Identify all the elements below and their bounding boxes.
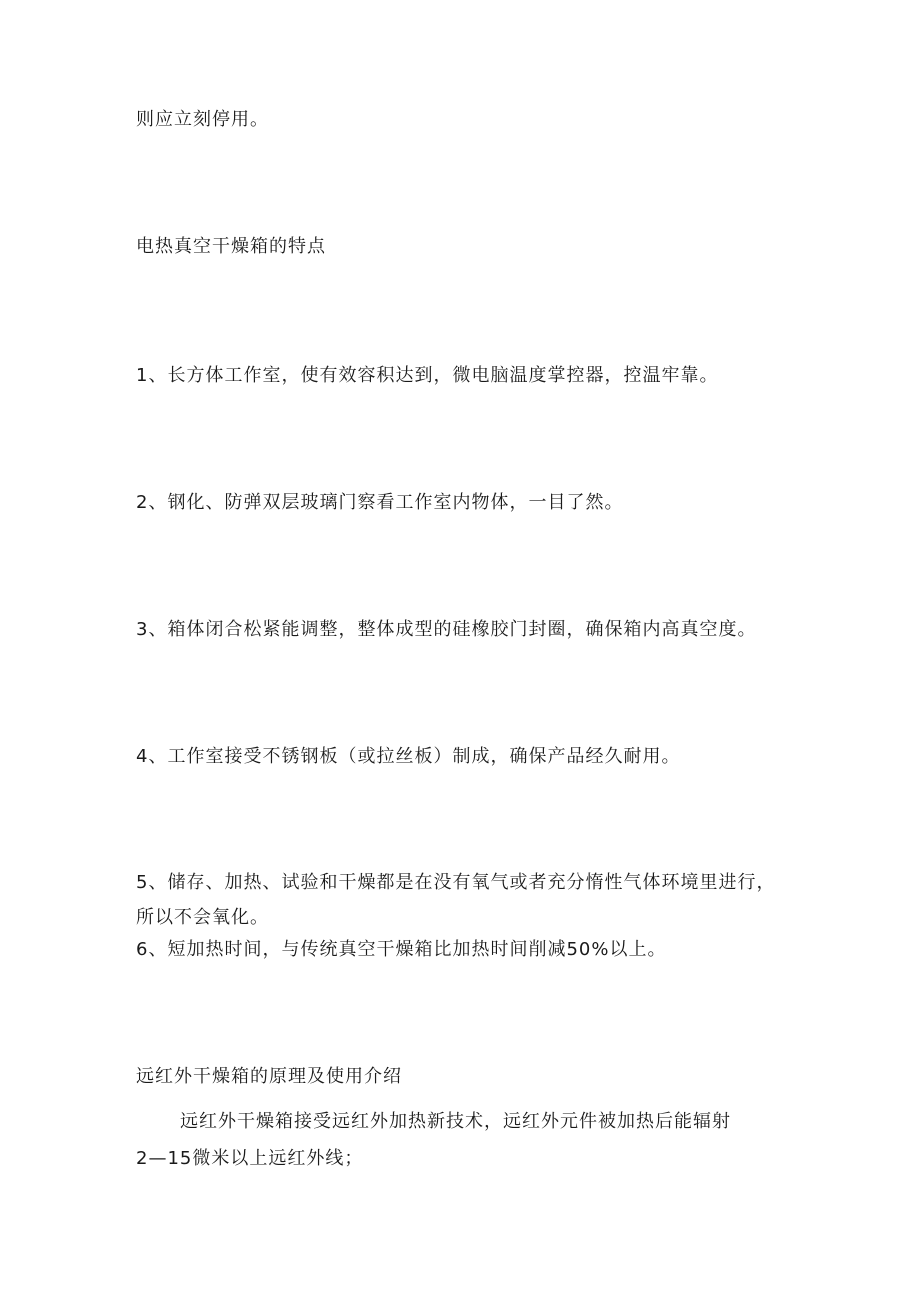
text-line-stop-use: 则应立刻停用。 bbox=[136, 109, 269, 130]
paragraph-principle-line-2: 2—15微米以上远红外线； bbox=[136, 1148, 364, 1169]
paragraph-principle-line-1: 远红外干燥箱接受远红外加热新技术，远红外元件被加热后能辐射 bbox=[180, 1111, 731, 1132]
feature-item-6: 6、短加热时间，与传统真空干燥箱比加热时间削减50%以上。 bbox=[136, 939, 667, 960]
feature-item-3: 3、箱体闭合松紧能调整，整体成型的硅橡胶门封圈，确保箱内高真空度。 bbox=[136, 619, 757, 640]
section-heading-principle: 远红外干燥箱的原理及使用介绍 bbox=[136, 1066, 402, 1087]
feature-item-4: 4、工作室接受不锈钢板（或拉丝板）制成，确保产品经久耐用。 bbox=[136, 746, 681, 767]
feature-item-2: 2、钢化、防弹双层玻璃门察看工作室内物体，一目了然。 bbox=[136, 492, 624, 513]
section-heading-features: 电热真空干燥箱的特点 bbox=[136, 236, 326, 257]
feature-item-1: 1、长方体工作室，使有效容积达到，微电脑温度掌控器，控温牢靠。 bbox=[136, 365, 719, 386]
feature-item-5-line-2: 所以不会氧化。 bbox=[136, 907, 269, 928]
feature-item-5-line-1: 5、储存、加热、试验和干燥都是在没有氧气或者充分惰性气体环境里进行， bbox=[136, 872, 776, 893]
